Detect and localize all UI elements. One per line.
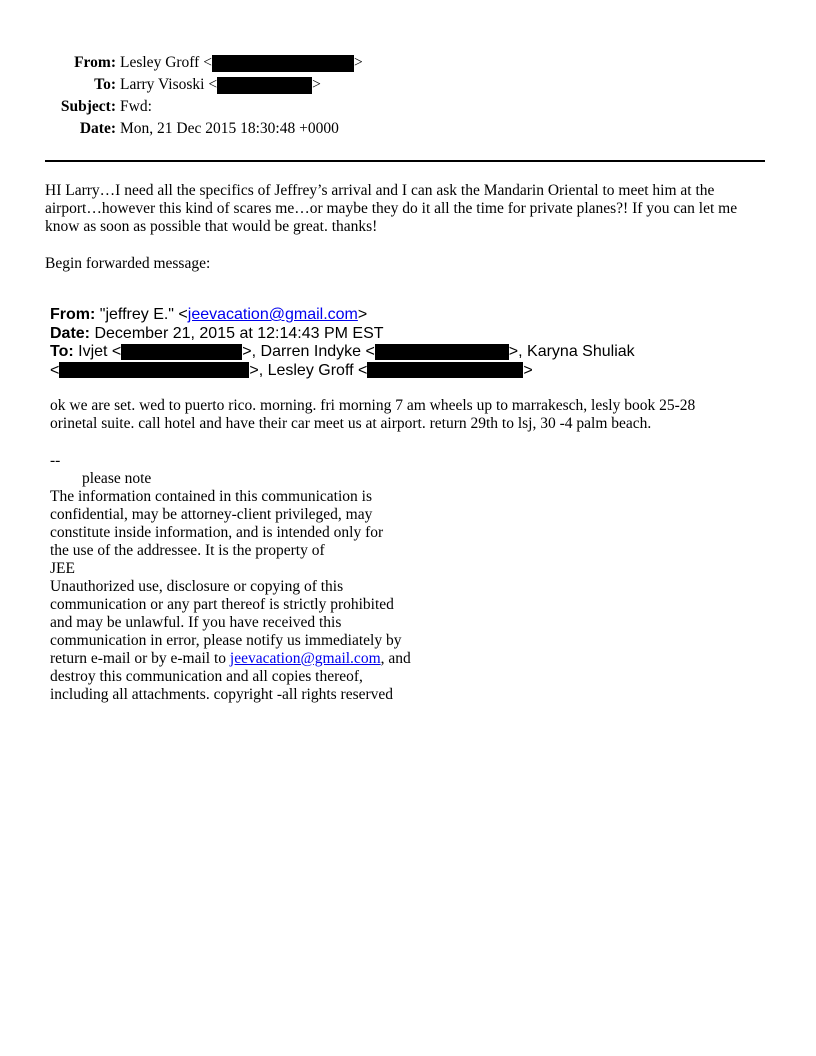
disclaimer-line: communication in error, please notify us immediately by bbox=[50, 632, 402, 649]
disclaimer-line: including all attachments. copyright -all rights reserved bbox=[50, 686, 394, 703]
message-line: ok we are set. wed to puerto rico. morning. fri morning 7 am wheels up to marrakesch, lesly book 25-28 bbox=[50, 397, 696, 414]
fwd-from-name: "jeffrey E." < bbox=[99, 306, 188, 323]
redacted-block bbox=[212, 55, 354, 72]
fwd-from-label: From: bbox=[50, 306, 96, 323]
from-close: > bbox=[353, 54, 363, 71]
subject-label: Subject: bbox=[60, 98, 116, 115]
to-label: To: bbox=[94, 76, 116, 93]
signature-disclaimer bbox=[50, 452, 470, 704]
disclaimer-line: constitute inside information, and is intended only for bbox=[50, 524, 384, 541]
fwd-date-value: December 21, 2015 at 12:14:43 PM EST bbox=[94, 324, 384, 342]
to-close: > bbox=[312, 76, 321, 93]
return-prefix: return e-mail or by e-mail to bbox=[50, 650, 230, 667]
to-name: Larry Visoski < bbox=[120, 76, 218, 93]
disclaimer-line: communication or any part thereof is strictly prohibited bbox=[50, 596, 394, 613]
to-row bbox=[0, 74, 420, 96]
forwarded-header bbox=[50, 306, 790, 380]
body-line: know as soon as possible that would be great. thanks! bbox=[45, 218, 378, 235]
redacted-block bbox=[121, 344, 242, 360]
disclaimer-line: destroy this communication and all copies thereof, bbox=[50, 668, 363, 685]
redacted-block bbox=[375, 344, 509, 360]
fwd-to-label: To: bbox=[50, 343, 74, 360]
disclaimer-line: the use of the addressee. It is the property of bbox=[50, 542, 325, 559]
disclaimer-line bbox=[50, 650, 470, 668]
fwd-from-email-link[interactable]: jeevacation@gmail.com bbox=[187, 306, 358, 323]
signature-dash: -- bbox=[50, 452, 61, 469]
fwd-to-row-cont bbox=[50, 362, 790, 381]
to-value bbox=[120, 74, 321, 96]
from-value bbox=[120, 52, 363, 74]
fwd-to-recipient: >, Darren Indyke < bbox=[242, 343, 375, 360]
fwd-to-recipient: Ivjet < bbox=[78, 343, 122, 360]
email-header bbox=[0, 52, 420, 140]
begin-forwarded-label: Begin forwarded message: bbox=[45, 255, 211, 272]
fwd-date-label: Date: bbox=[50, 324, 91, 342]
fwd-from-close: > bbox=[357, 306, 368, 323]
fwd-from-row bbox=[50, 306, 790, 325]
disclaimer-line: The information contained in this communication is bbox=[50, 488, 372, 505]
disclaimer-line: Unauthorized use, disclosure or copying of this bbox=[50, 578, 344, 595]
disclaimer-line: JEE bbox=[50, 560, 75, 577]
forwarded-message bbox=[50, 397, 790, 433]
disclaimer-line: and may be unlawful. If you have received this bbox=[50, 614, 342, 631]
header-divider bbox=[45, 160, 765, 162]
subject-value: Fwd: bbox=[120, 98, 152, 115]
disclaimer-line: confidential, may be attorney-client privileged, may bbox=[50, 506, 373, 523]
redacted-block bbox=[59, 362, 249, 378]
fwd-to-close: > bbox=[523, 361, 533, 379]
body-line: HI Larry…I need all the specifics of Jeffrey’s arrival and I can ask the Mandarin Oriental to meet him at the bbox=[45, 182, 715, 199]
date-row bbox=[0, 118, 420, 140]
message-line: orinetal suite. call hotel and have their car meet us at airport. return 29th to lsj, 30 -4 palm beach. bbox=[50, 415, 652, 432]
email-body bbox=[45, 182, 775, 236]
redacted-block bbox=[367, 362, 523, 378]
fwd-to-row bbox=[50, 343, 790, 362]
subject-row bbox=[0, 96, 420, 118]
from-name: Lesley Groff < bbox=[120, 54, 212, 71]
body-line: airport…however this kind of scares me…or maybe they do it all the time for private planes?! If you can let me bbox=[45, 200, 738, 217]
fwd-date-row bbox=[50, 325, 790, 344]
from-label: From: bbox=[74, 54, 116, 71]
fwd-to-recipient: >, Lesley Groff < bbox=[249, 361, 368, 379]
from-row bbox=[0, 52, 420, 74]
fwd-to-recipient: >, Karyna Shuliak bbox=[508, 343, 635, 360]
signature-email-link[interactable]: jeevacation@gmail.com bbox=[229, 650, 381, 667]
return-suffix: , and bbox=[380, 650, 411, 667]
date-label: Date: bbox=[79, 120, 116, 137]
fwd-to-open: < bbox=[50, 361, 60, 379]
redacted-block bbox=[217, 77, 312, 94]
signature-note: please note bbox=[82, 470, 152, 487]
date-value: Mon, 21 Dec 2015 18:30:48 +0000 bbox=[120, 120, 339, 137]
